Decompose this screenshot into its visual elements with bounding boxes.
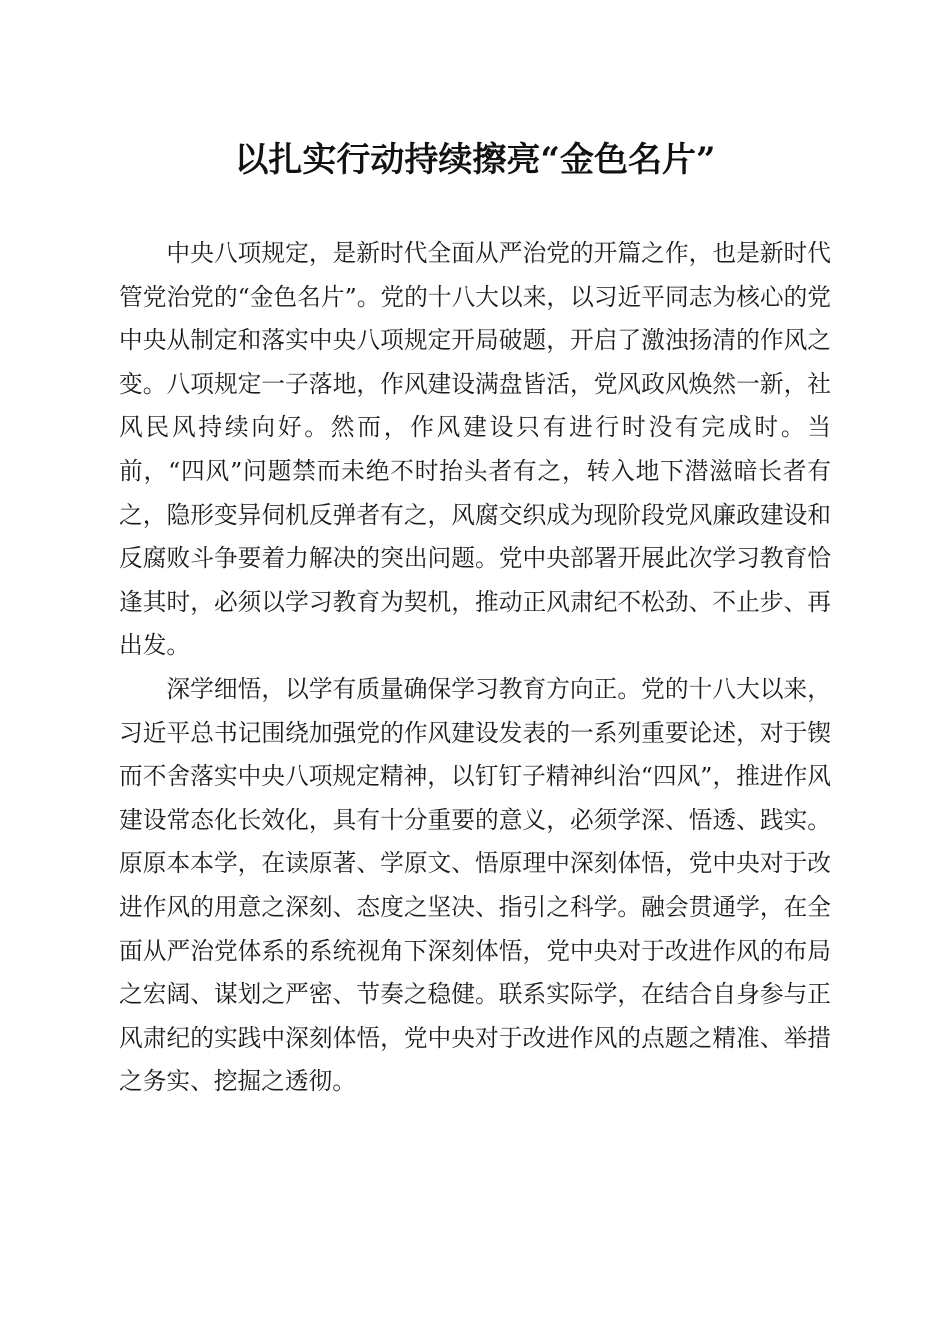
paragraph-1: 中央八项规定，是新时代全面从严治党的开篇之作，也是新时代管党治党的“金色名片”。党的十八大以来，以习近平同志为核心的党中央从制定和落实中央八项规定开局破题，开启了激浊扬清的作风之变。八项规定一子落地，作风建设满盘皆活，党风政风焕然一新，社风民风持续向好。然而，作风建设只有进行时没有完成时。当前，“四风”问题禁而未绝不时抬头者有之，转入地下潜滋暗长者有之，隐形变异伺机反弹者有之，风腐交织成为现阶段党风廉政建设和反腐败斗争要着力解决的突出问题。党中央部署开展此次学习教育恰逢其时，必须以学习教育为契机，推动正风肃纪不松劲、不止步、再出发。 [119,239,831,660]
document-title: 以扎实行动持续擦亮“金色名片” [234,140,716,180]
document-body [119,232,831,1104]
paragraph-2: 深学细悟，以学有质量确保学习教育方向正。党的十八大以来，习近平总书记围绕加强党的作风建设发表的一系列重要论述，对于锲而不舍落实中央八项规定精神，以钉钉子精神纠治“四风”，推进作风建设常态化长效化，具有十分重要的意义，必须学深、悟透、践实。原原本本学，在读原著、学原文、悟原理中深刻体悟，党中央对于改进作风的用意之深刻、态度之坚决、指引之科学。融会贯通学，在全面从严治党体系的系统视角下深刻体悟，党中央对于改进作风的布局之宏阔、谋划之严密、节奏之稳健。联系实际学，在结合自身参与正风肃纪的实践中深刻体悟，党中央对于改进作风的点题之精准、举措之务实、挖掘之透彻。 [119,674,831,1096]
